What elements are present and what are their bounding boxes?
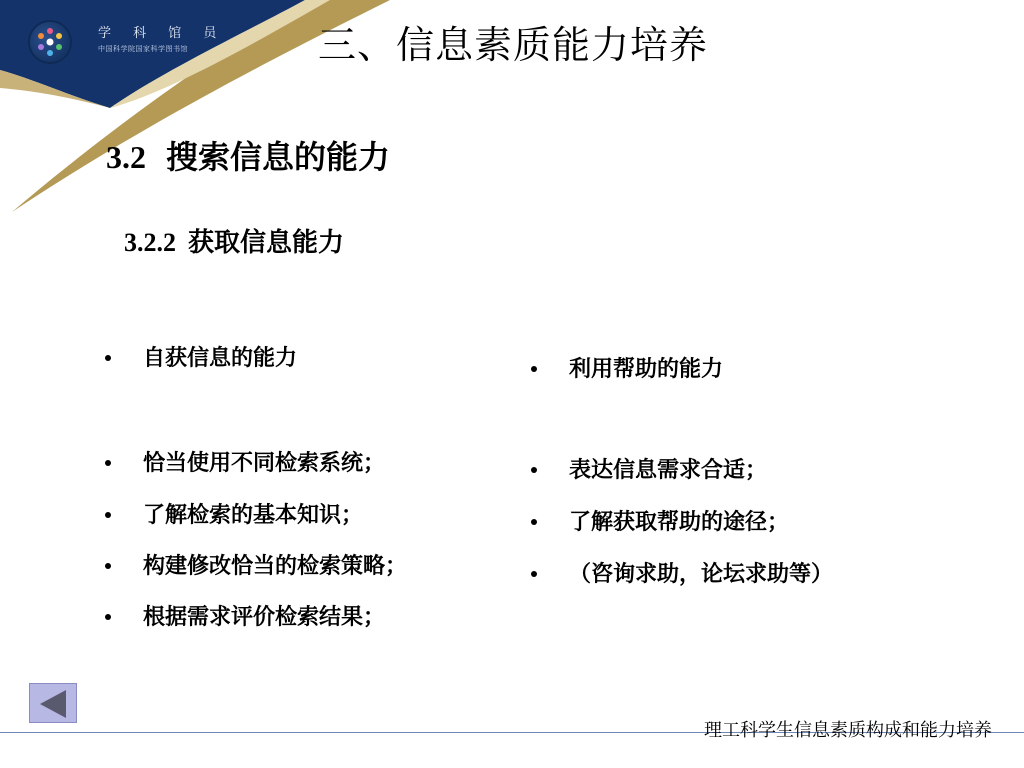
previous-slide-button[interactable] <box>29 683 77 723</box>
bullet-dot <box>531 366 537 372</box>
list-item: 了解检索的基本知识； <box>143 503 364 528</box>
bullet-dot <box>105 614 111 620</box>
bullet-dot <box>105 355 111 361</box>
list-item: （咨询求助，论坛求助等） <box>569 562 834 587</box>
bullet-dot <box>531 467 537 473</box>
subsection-number: 3.2.2 <box>124 228 176 257</box>
right-column-heading: 利用帮助的能力 <box>569 357 724 382</box>
logo-title: 学 科 馆 员 <box>98 26 226 41</box>
logo-subtitle: 中国科学院国家科学图书馆 <box>98 45 188 53</box>
bullet-dot <box>105 460 111 466</box>
logo-badge-icon <box>30 22 70 62</box>
triangle-left-icon <box>36 688 70 720</box>
page-title: 三、信息素质能力培养 <box>318 23 709 67</box>
subsection-heading <box>124 222 344 259</box>
bullet-dot <box>105 512 111 518</box>
subsection-title: 获取信息能力 <box>188 228 345 258</box>
list-item: 表达信息需求合适； <box>569 458 768 483</box>
left-column-heading: 自获信息的能力 <box>143 346 298 371</box>
bullet-dot <box>105 563 111 569</box>
footer-text: 理工科学生信息素质构成和能力培养 <box>704 720 992 741</box>
section-heading <box>106 132 390 178</box>
list-item: 构建修改恰当的检索策略； <box>143 554 408 579</box>
list-item: 恰当使用不同检索系统； <box>143 451 386 476</box>
section-title: 搜索信息的能力 <box>166 138 391 176</box>
section-number: 3.2 <box>106 139 146 175</box>
list-item: 了解获取帮助的途径； <box>569 510 790 535</box>
bullet-dot <box>531 519 537 525</box>
bullet-dot <box>531 571 537 577</box>
list-item: 根据需求评价检索结果； <box>143 605 386 630</box>
